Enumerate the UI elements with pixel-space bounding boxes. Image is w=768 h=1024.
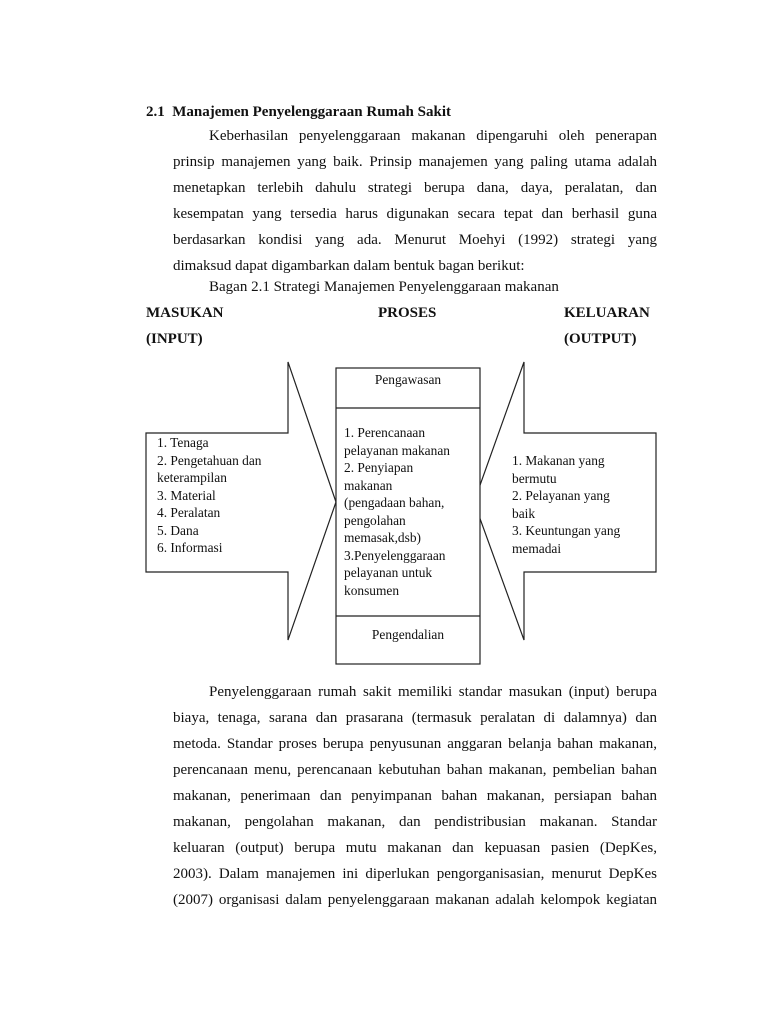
paragraph-line: prinsip manajemen yang baik. Prinsip manajemen yang paling utama adalah: [173, 154, 657, 170]
paragraph-line: 2003). Dalam manajemen ini diperlukan pengorganisasian, menurut DepKes: [173, 866, 657, 882]
input-item: 6. Informasi: [157, 540, 223, 555]
section-number: 2.1: [146, 104, 165, 120]
output-item: 2. Pelayanan yang: [512, 488, 610, 503]
process-control: Pengendalian: [371, 627, 445, 642]
process-monitoring: Pengawasan: [374, 372, 442, 387]
paragraph-line: (2007) organisasi dalam penyelenggaraan makanan adalah kelompok kegiatan: [173, 892, 657, 908]
output-item: memadai: [512, 540, 562, 556]
paragraph-line: berdasarkan kondisi yang ada. Menurut Moehyi (1992) strategi yang: [173, 232, 657, 248]
output-sublabel: (OUTPUT): [564, 331, 637, 347]
paragraph-line: biaya, tenaga, sarana dan prasarana (termasuk peralatan di dalamnya) dan: [173, 710, 657, 726]
paragraph-line: makanan, penerimaan dan penyimpanan bahan makanan, persiapan bahan: [173, 788, 657, 804]
input-item: keterampilan: [157, 470, 227, 485]
process-label: PROSES: [378, 305, 437, 321]
paragraph-line: perencanaan menu, perencanaan kebutuhan bahan makanan, pembelian bahan: [173, 762, 657, 778]
process-step: pengolahan: [344, 512, 406, 528]
input-item: 4. Peralatan: [157, 505, 221, 520]
section-title: Manajemen Penyelenggaraan Rumah Sakit: [172, 104, 451, 120]
paragraph-line: kesempatan yang tersedia harus digunakan secara tepat dan berhasil guna: [173, 206, 657, 222]
input-item: 1. Tenaga: [157, 435, 209, 450]
paragraph-line: keluaran (output) berupa mutu makanan dan kepuasan pasien (DepKes,: [173, 840, 657, 856]
input-item: 3. Material: [157, 487, 216, 503]
process-step: 2. Penyiapan: [344, 460, 414, 475]
process-step: konsumen: [344, 582, 400, 598]
paragraph-line: Keberhasilan penyelenggaraan makanan dipengaruhi oleh penerapan: [209, 128, 657, 144]
output-list: [512, 452, 620, 557]
input-list: [157, 434, 262, 557]
output-item: bermutu: [512, 470, 557, 486]
process-step: (pengadaan bahan,: [344, 495, 445, 510]
figure-caption: Bagan 2.1 Strategi Manajemen Penyelenggaraan makanan: [209, 279, 559, 295]
input-item: 2. Pengetahuan dan: [157, 452, 262, 468]
input-sublabel: (INPUT): [146, 331, 203, 347]
paragraph-line: makanan, pengolahan makanan, dan pendistribusian makanan. Standar: [173, 814, 657, 830]
process-step: 3.Penyelenggaraan: [344, 547, 446, 563]
paragraph-standards: [173, 679, 657, 913]
paragraph-line: dimaksud dapat digambarkan dalam bentuk bagan berikut:: [173, 258, 525, 274]
output-label: KELUARAN: [564, 305, 650, 321]
process-step: memasak,dsb): [344, 530, 421, 545]
paragraph-line: menetapkan terlebih dahulu strategi berupa dana, daya, peralatan, dan: [173, 180, 657, 196]
process-step: makanan: [344, 477, 393, 493]
output-item: baik: [512, 505, 536, 521]
process-step: 1. Perencanaan: [344, 425, 426, 440]
paragraph-line: Penyelenggaraan rumah sakit memiliki standar masukan (input) berupa: [209, 684, 657, 700]
process-step: pelayanan untuk: [344, 565, 433, 580]
output-item: 3. Keuntungan yang: [512, 523, 621, 538]
input-label: MASUKAN: [146, 305, 224, 321]
process-steps: [344, 424, 450, 599]
process-step: pelayanan makanan: [344, 442, 450, 458]
input-item: 5. Dana: [157, 522, 199, 538]
paragraph-line: metoda. Standar proses berupa penyusunan anggaran belanja bahan makanan,: [173, 736, 657, 752]
output-item: 1. Makanan yang: [512, 453, 605, 468]
